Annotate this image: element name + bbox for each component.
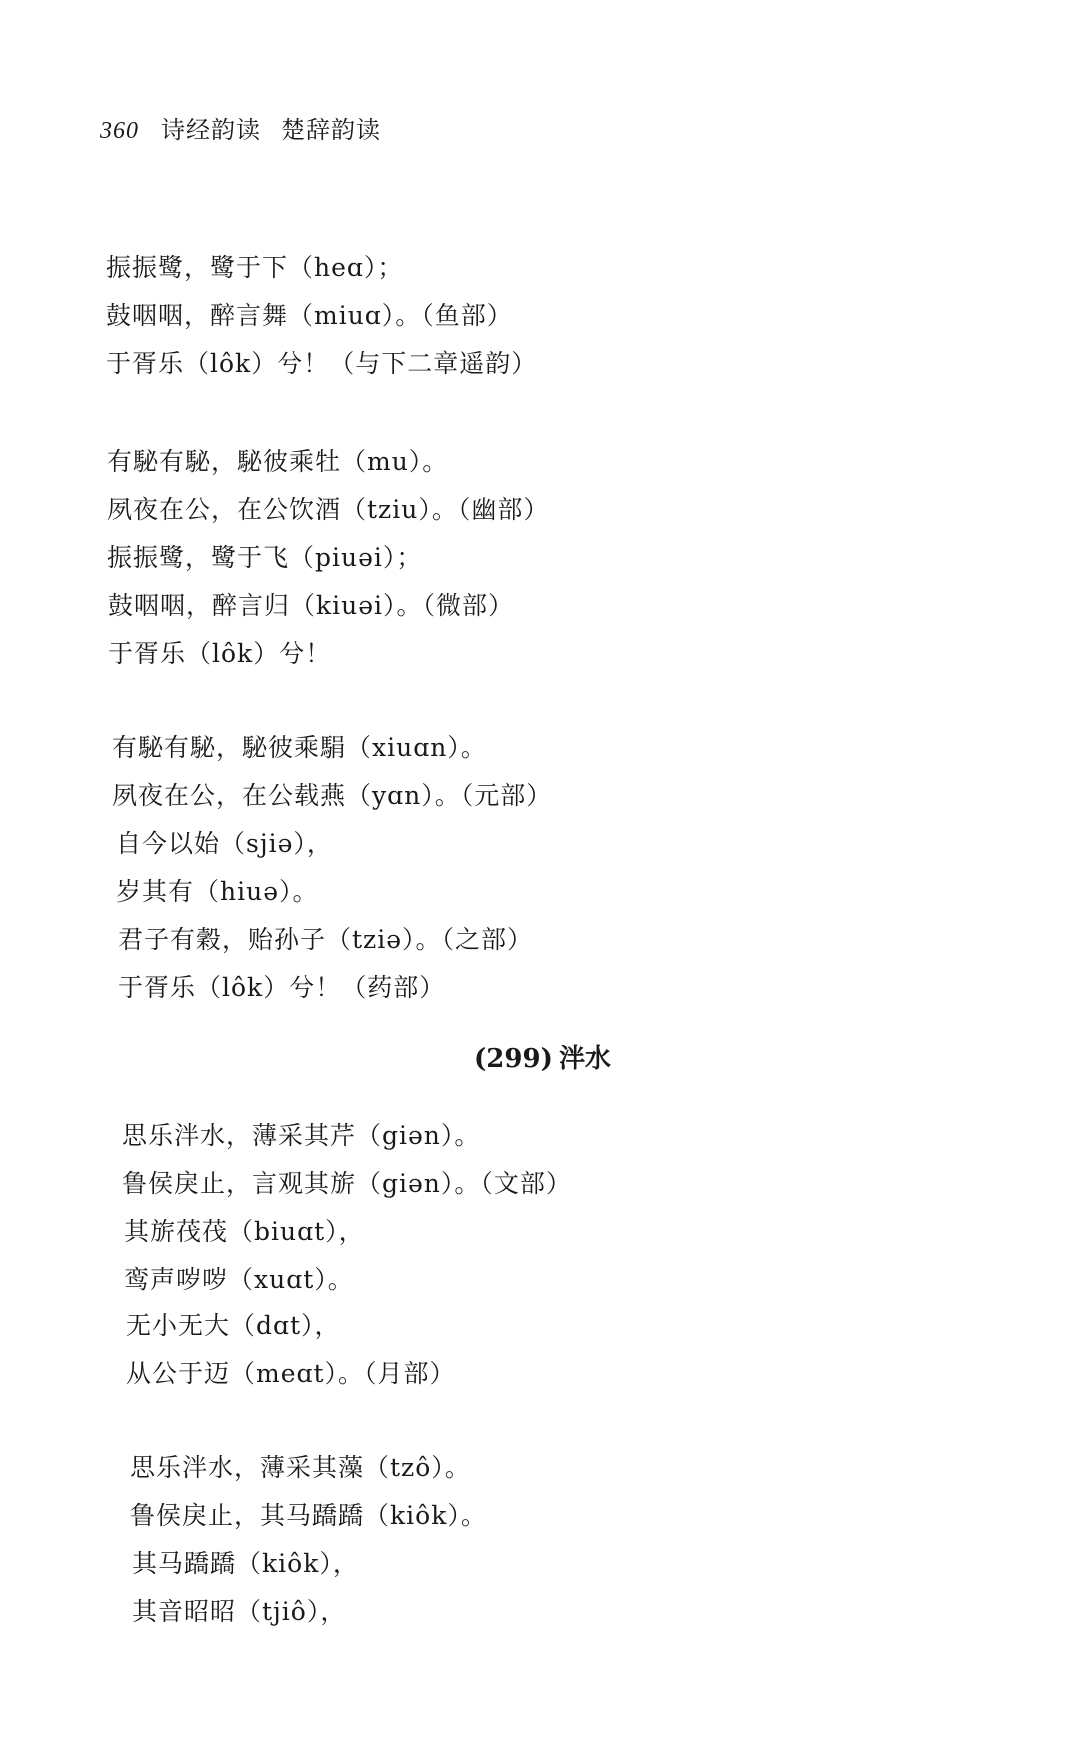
verse-line: 无小无大（dɑt）， — [126, 1311, 341, 1340]
verse-line: 于胥乐（lôk）兮！（药部） — [118, 973, 446, 1002]
verse-line: 鲁侯戾止，言观其旂（giən）。（文部） — [122, 1169, 572, 1198]
book-title-shijing: 诗经韵读 — [161, 116, 261, 144]
section-number: (299) — [474, 1044, 553, 1074]
section-heading — [474, 1038, 611, 1075]
verse-line: 于胥乐（lôk）兮！ — [108, 639, 332, 668]
verse-line: 有駜有駜，駜彼乘牡（mu）。 — [107, 447, 449, 476]
section-title: 泮水 — [558, 1044, 611, 1074]
verse-line: 从公于迈（meɑt）。（月部） — [126, 1359, 456, 1388]
verse-line: 鸾声哕哕（xuɑt）。 — [124, 1265, 354, 1294]
verse-line: 于胥乐（lôk）兮！（与下二章遥韵） — [106, 349, 538, 378]
verse-line: 夙夜在公，在公载燕（yɑn）。（元部） — [112, 781, 553, 810]
page-number: 360 — [100, 118, 139, 144]
verse-line: 君子有穀，贻孙子（tziə）。（之部） — [118, 925, 534, 954]
book-title-chuci: 楚辞韵读 — [281, 116, 381, 144]
verse-line: 思乐泮水，薄采其芹（giən）。 — [122, 1121, 481, 1150]
verse-line: 鼓咽咽，醉言归（kiuəi）。（微部） — [108, 591, 515, 620]
verse-line: 岁其有（hiuə）。 — [116, 877, 319, 906]
verse-line: 有駜有駜，駜彼乘駽（xiuɑn）。 — [112, 733, 487, 762]
verse-line: 自今以始（sjiə）， — [116, 829, 333, 858]
running-head — [100, 110, 381, 145]
verse-line: 其音昭昭（tjiô）， — [132, 1597, 347, 1626]
verse-line: 夙夜在公，在公饮酒（tziu）。（幽部） — [107, 495, 550, 524]
verse-line: 思乐泮水，薄采其藻（tzô）。 — [130, 1453, 471, 1482]
verse-line: 其旂茷茷（biuɑt）， — [124, 1217, 365, 1246]
verse-line: 鲁侯戾止，其马蹻蹻（kiôk）。 — [130, 1501, 487, 1530]
verse-line: 振振鹭，鹭于下（heɑ）； — [106, 253, 404, 282]
verse-line: 振振鹭，鹭于飞（piuəi）； — [107, 543, 423, 572]
verse-line: 其马蹻蹻（kiôk）， — [132, 1549, 359, 1578]
verse-line: 鼓咽咽，醉言舞（miuɑ）。（鱼部） — [106, 301, 513, 330]
